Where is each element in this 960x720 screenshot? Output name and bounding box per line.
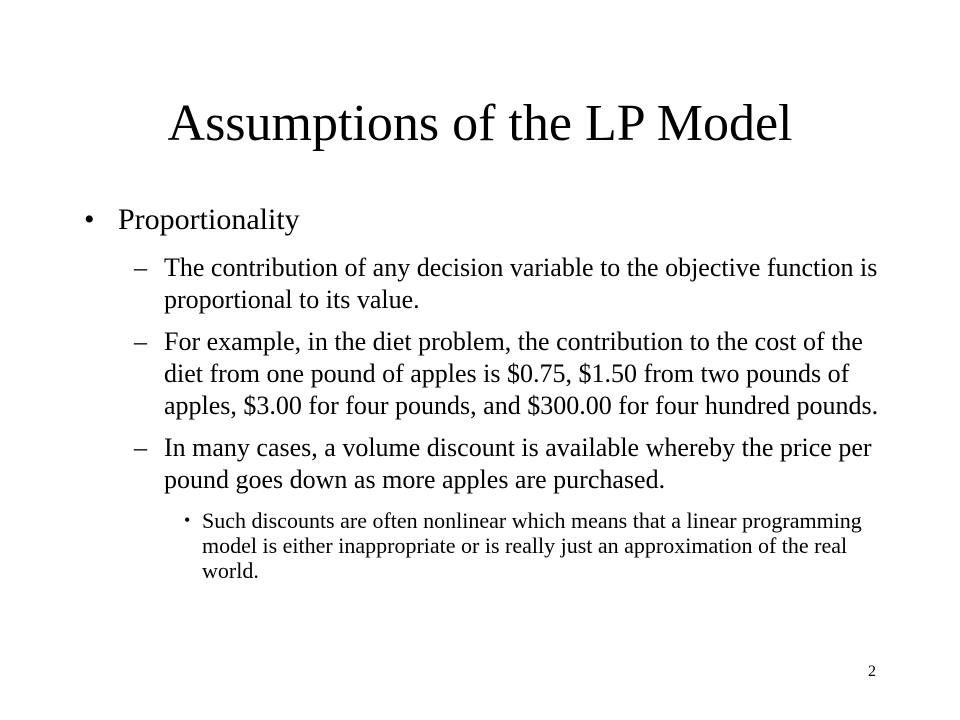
subitem-text: The contribution of any decision variable to the objective function is proportional to its value. <box>164 253 878 314</box>
bullet-marker: • <box>84 203 95 236</box>
subitem-example <box>84 326 884 422</box>
subitem-text: In many cases, a volume discount is available whereby the price per pound goes down as more apples are purchased. <box>164 433 872 494</box>
bullet-proportionality <box>84 198 884 242</box>
slide-content <box>84 198 884 583</box>
bullet-label: Proportionality <box>118 203 300 236</box>
dash-marker: – <box>134 253 147 282</box>
page-number: 2 <box>868 663 876 680</box>
subsubitem-nonlinear <box>84 508 882 583</box>
subsubitem-text: Such discounts are often nonlinear which means that a linear programming model is either inappropriate or is really just an approximation of the real world. <box>202 508 862 583</box>
subitem-contribution <box>84 252 884 316</box>
slide-title: Assumptions of the LP Model <box>167 95 793 152</box>
subitem-text: For example, in the diet problem, the contribution to the cost of the diet from one pound of apples is $0.75, $1.50 from two pounds of apples, $3.00 for four pounds, and $300.00 for four hundred pounds. <box>164 327 879 420</box>
dash-marker: – <box>134 433 147 462</box>
dash-marker: – <box>134 327 147 356</box>
subitem-volume-discount <box>84 432 884 496</box>
bullet-marker: • <box>184 510 191 530</box>
